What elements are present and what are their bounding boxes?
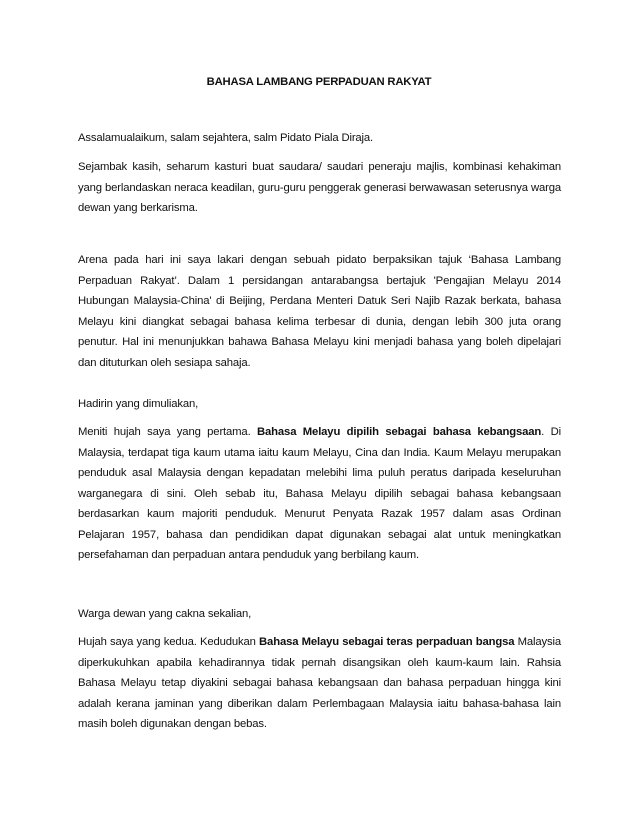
paragraph-first-argument	[78, 422, 561, 566]
second-argument-bold: Bahasa Melayu sebagai teras perpaduan bangsa	[259, 636, 515, 648]
greeting-paragraph: Assalamualaikum, salam sejahtera, salm Pidato Piala Diraja.	[78, 132, 374, 144]
paragraph-opening: Sejambak kasih, seharum kasturi buat saudara/ saudari peneraju majlis, kombinasi kehakiman yang berlandaskan neraca keadilan, guru-guru penggerak generasi berwawasan seterusnya warga dewan yang berkarisma.	[78, 161, 561, 214]
paragraph-introduction: Arena pada hari ini saya lakari dengan sebuah pidato berpaksikan tajuk ‘Bahasa Lambang Perpaduan Rakyat’. Dalam 1 persidangan antarabangsa bertajuk 'Pengajian Melayu 2014 Hubungan Malaysia-China' di Beijing, Perdana Menteri Datuk Seri Najib Razak berkata, bahasa Melayu kini diangkat sebagai bahasa kelima terbesar di dunia, dengan lebih 300 juta orang penutur. Hal ini menunjukkan bahawa Bahasa Melayu kini menjadi bahasa yang boleh dipelajari dan dituturkan oleh sesiapa sahaja.	[78, 254, 561, 369]
first-argument-bold: Bahasa Melayu dipilih sebagai bahasa kebangsaan	[257, 426, 542, 438]
first-argument-lead: Meniti hujah saya yang pertama.	[78, 426, 258, 438]
second-argument-rest: Malaysia diperkukuhkan apabila kehadirannya tidak pernah disangsikan oleh kaum-kaum lain. Rahsia Bahasa Melayu tetap diyakini sebagai bahasa kebangsaan dan bahasa perpaduan hingga kini adalah kerana jaminan yang diberikan dalam Perlembagaan Malaysia iaitu bahasa-bahasa lain masih boleh digunakan dengan bebas.	[78, 636, 561, 730]
salutation-hadirin: Hadirin yang dimuliakan,	[78, 398, 199, 410]
salutation-warga-dewan: Warga dewan yang cakna sekalian,	[78, 608, 252, 620]
second-argument-lead: Hujah saya yang kedua. Kedudukan	[78, 636, 260, 648]
paragraph-second-argument	[78, 632, 561, 735]
document-title: BAHASA LAMBANG PERPADUAN RAKYAT	[206, 76, 432, 88]
first-argument-rest: . Di Malaysia, terdapat tiga kaum utama iaitu kaum Melayu, Cina dan India. Kaum Melayu merupakan penduduk asal Malaysia dengan kepadatan melebihi lima puluh peratus daripada keseluruhan warganegara di sini. Oleh sebab itu, Bahasa Melayu dipilih sebagai bahasa kebangsaan berdasarkan kaum majoriti penduduk. Menurut Penyata Razak 1957 dalam asas Ordinan Pelajaran 1957, bahasa dan pendidikan dapat digunakan sebagai alat untuk meningkatkan persefahaman dan perpaduan antara penduduk yang berbilang kaum.	[78, 426, 561, 561]
